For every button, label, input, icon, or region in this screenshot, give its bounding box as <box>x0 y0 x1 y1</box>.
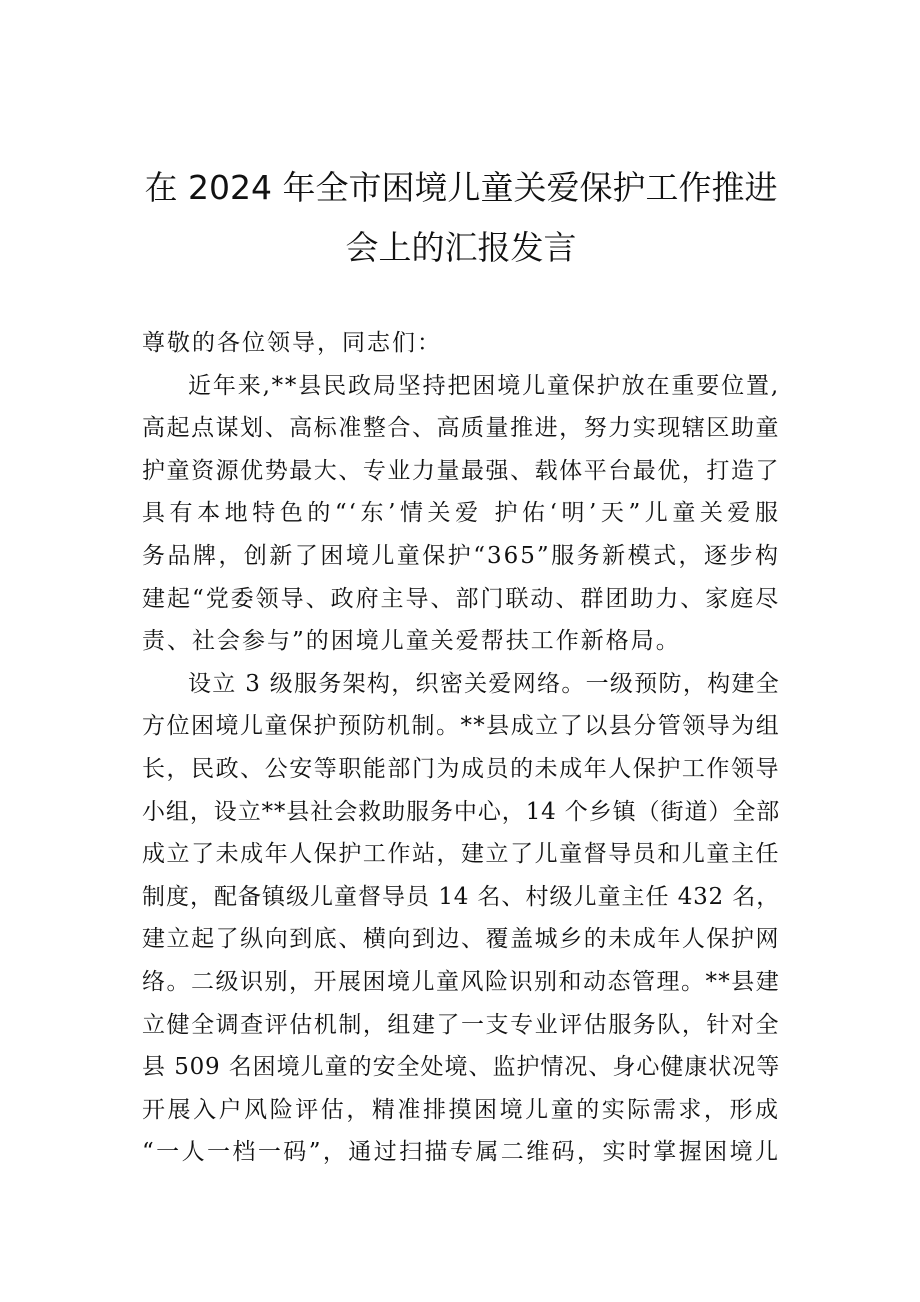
paragraph-line: 具有本地特色的“‘东’情关爱 护佑‘明’天”儿童关爱服 <box>142 500 780 527</box>
paragraph-line: 护童资源优势最大、专业力量最强、载体平台最优，打造了 <box>142 457 780 484</box>
paragraph-line: 建立起了纵向到底、横向到边、覆盖城乡的未成年人保护网 <box>142 926 780 953</box>
paragraph-line: 制度，配备镇级儿童督导员 14 名、村级儿童主任 432 名， <box>142 883 780 910</box>
paragraph-line: 责、社会参与”的困境儿童关爱帮扶工作新格局。 <box>142 628 681 655</box>
paragraph-line: 立健全调查评估机制，组建了一支专业评估服务队，针对全 <box>142 1011 780 1038</box>
document-title <box>142 0 780 278</box>
paragraph-line: 高起点谋划、高标准整合、高质量推进，努力实现辖区助童 <box>142 415 780 442</box>
paragraph-2 <box>142 663 780 1174</box>
paragraph-line: 长，民政、公安等职能部门为成员的未成年人保护工作领导 <box>142 755 780 782</box>
title-line-1: 在 2024 年全市困境儿童关爱保护工作推进 <box>144 168 778 207</box>
paragraph-line: 设立 3 级服务架构，织密关爱网络。一级预防，构建全 <box>188 670 780 697</box>
paragraph-line: 方位困境儿童保护预防机制。**县成立了以县分管领导为组 <box>142 713 780 740</box>
paragraph-line: 近年来,**县民政局坚持把困境儿童保护放在重要位置, <box>188 372 780 399</box>
paragraph-line: 成立了未成年人保护工作站，建立了儿童督导员和儿童主任 <box>142 841 780 868</box>
paragraph-line: 开展入户风险评估，精准排摸困境儿童的实际需求，形成 <box>142 1096 780 1123</box>
paragraph-line: “一人一档一码”，通过扫描专属二维码，实时掌握困境儿 <box>142 1139 780 1166</box>
title-line-2: 会上的汇报发言 <box>345 228 577 267</box>
greeting: 尊敬的各位领导，同志们： <box>142 330 442 356</box>
paragraph-line: 务品牌，创新了困境儿童保护“365”服务新模式，逐步构 <box>142 542 780 569</box>
paragraph-line: 建起“党委领导、政府主导、部门联动、群团助力、家庭尽 <box>142 585 780 612</box>
paragraph-line: 县 509 名困境儿童的安全处境、监护情况、身心健康状况等 <box>142 1054 780 1081</box>
paragraph-line: 小组，设立**县社会救助服务中心，14 个乡镇（街道）全部 <box>142 798 780 825</box>
paragraph-1 <box>142 365 780 663</box>
paragraph-line: 络。二级识别，开展困境儿童风险识别和动态管理。**县建 <box>142 968 780 995</box>
